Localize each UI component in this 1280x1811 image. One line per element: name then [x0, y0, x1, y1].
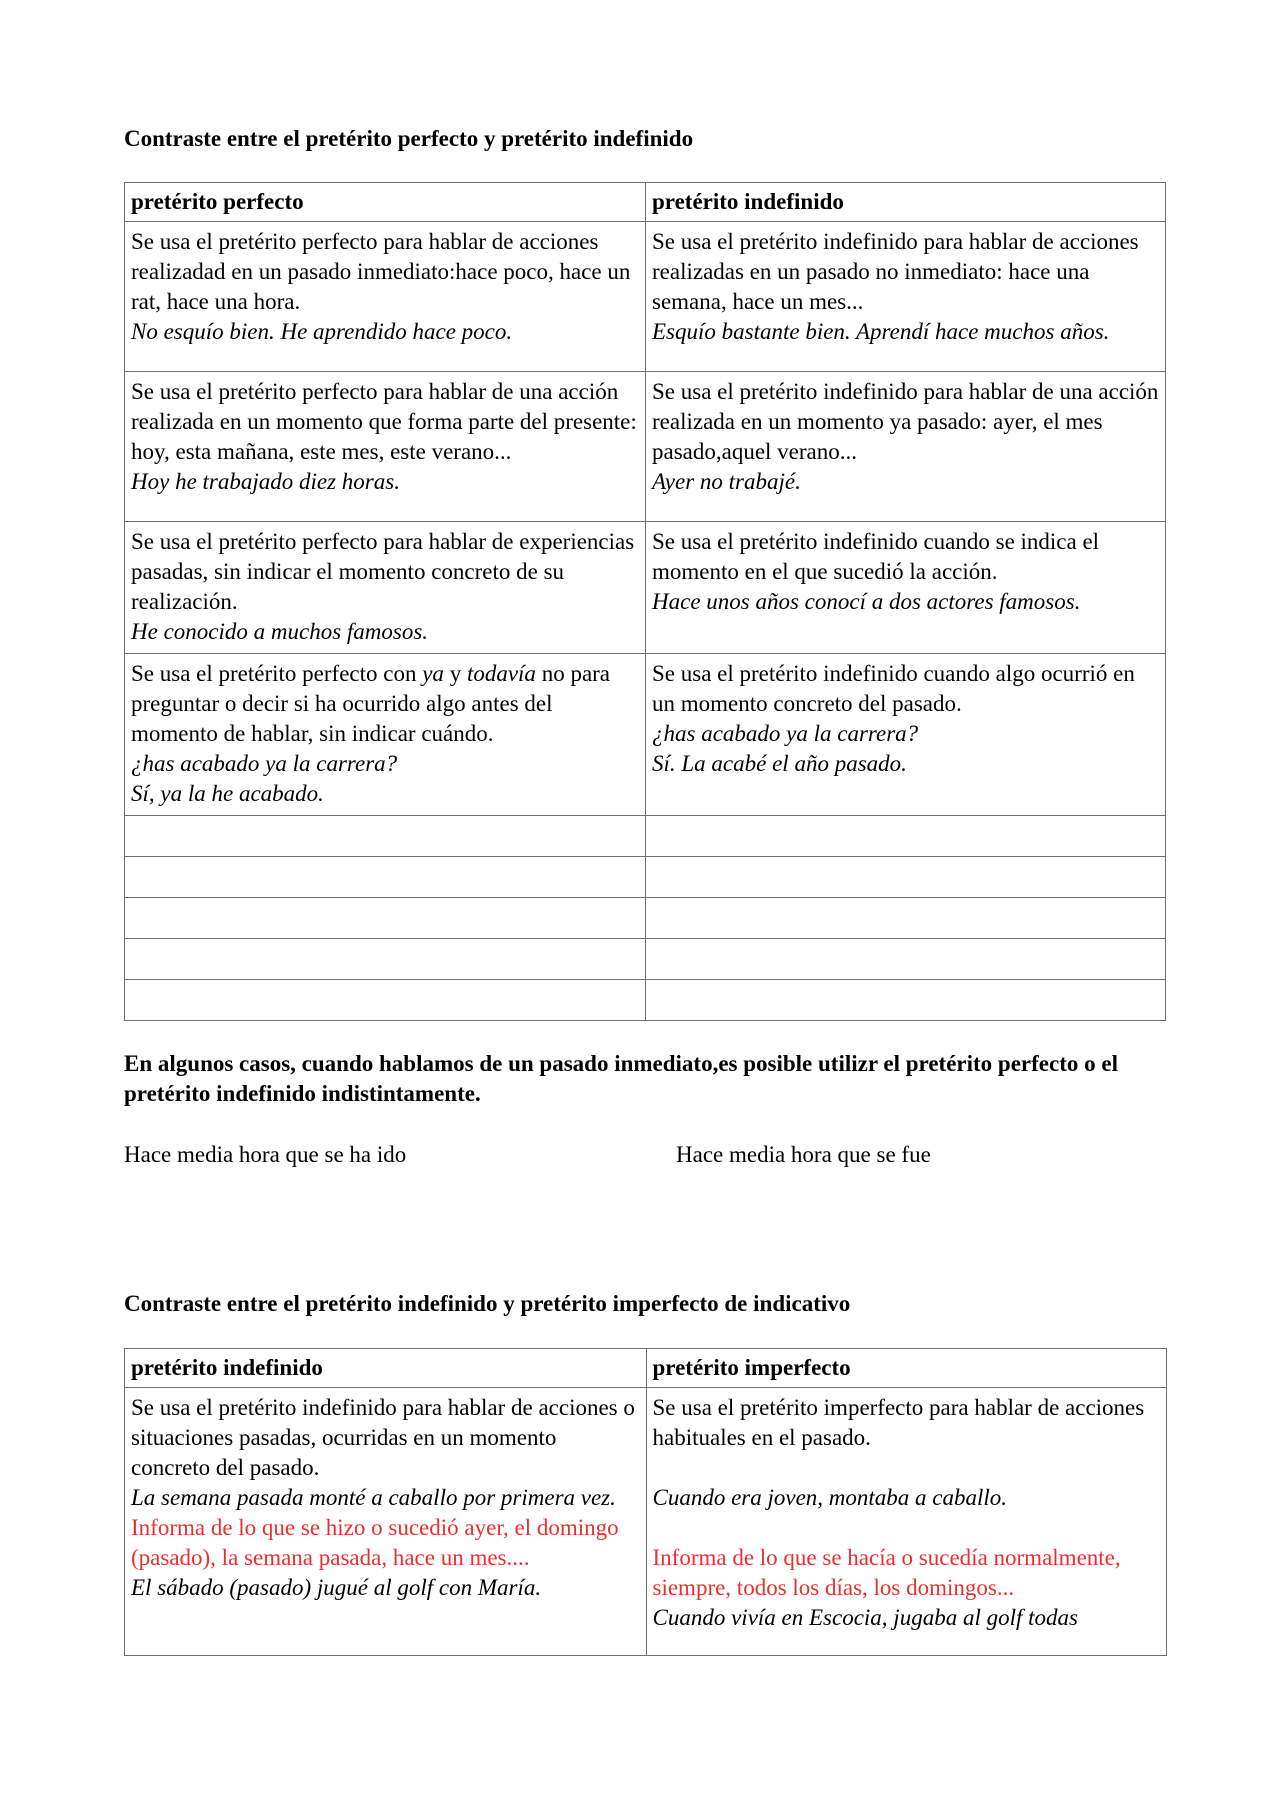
rule-text: Se usa el pretérito indefinido para hablar de acciones o situaciones pasadas, ocurridas en un momento concreto del pasado.: [131, 1395, 635, 1480]
empty-cell: [125, 898, 646, 939]
column-header: pretérito indefinido: [125, 1349, 647, 1388]
example-text: ¿has acabado ya la carrera?: [652, 721, 919, 746]
example-text: Hace unos años conocí a dos actores famosos.: [652, 589, 1081, 614]
empty-cell: [125, 980, 646, 1021]
perfecto-indefinido-table: [124, 182, 1166, 1021]
indefinido-imperfecto-table: [124, 1348, 1167, 1656]
empty-row: [125, 898, 1166, 939]
highlight-text: Informa de lo que se hacía o sucedía normalmente, siempre, todos los días, los domingos...: [652, 1545, 1121, 1600]
example-text: Ayer no trabajé.: [652, 469, 801, 494]
empty-cell: [646, 980, 1166, 1021]
highlight-text: Informa de lo que se hizo o sucedió ayer, el domingo (pasado), la semana pasada, hace un mes....: [131, 1515, 619, 1570]
table-row: [125, 1388, 1167, 1656]
table-row: [125, 522, 1166, 654]
empty-cell: [125, 939, 646, 980]
table-cell: [646, 1388, 1167, 1656]
example-text: Cuando vivía en Escocia, jugaba al golf todas: [652, 1605, 1078, 1630]
rule-text: Se usa el pretérito indefinido para hablar de una acción realizada en un momento ya pasado: ayer, el mes pasado,aquel verano...: [652, 379, 1159, 464]
example-sentence-indefinido: Hace media hora que se fue: [676, 1142, 931, 1167]
example-sentence-perfecto: Hace media hora que se ha ido: [124, 1142, 407, 1167]
table-cell: [125, 222, 646, 372]
table-cell: [646, 522, 1166, 654]
table-header-row: [125, 1349, 1167, 1388]
column-header: pretérito perfecto: [125, 183, 646, 222]
empty-cell: [125, 857, 646, 898]
table-cell: [646, 222, 1166, 372]
empty-cell: [646, 898, 1166, 939]
empty-cell: [646, 816, 1166, 857]
empty-cell: [646, 939, 1166, 980]
table-cell: [646, 654, 1166, 816]
example-text: Sí. La acabé el año pasado.: [652, 751, 907, 776]
empty-cell: [125, 816, 646, 857]
table-row: [125, 222, 1166, 372]
empty-cell: [646, 857, 1166, 898]
rule-text: Se usa el pretérito perfecto con ya y todavía no para preguntar o decir si ha ocurrido algo antes del momento de hablar, sin indicar cuándo.: [131, 661, 611, 746]
table-cell: [125, 522, 646, 654]
example-text: He conocido a muchos famosos.: [131, 619, 429, 644]
example-text: La semana pasada monté a caballo por primera vez.: [131, 1485, 616, 1510]
column-header: pretérito indefinido: [646, 183, 1166, 222]
section1-title: Contraste entre el pretérito perfecto y pretérito indefinido: [124, 126, 694, 151]
example-text: Sí, ya la he acabado.: [131, 781, 324, 806]
example-text: No esquío bien. He aprendido hace poco.: [131, 319, 513, 344]
empty-row: [125, 939, 1166, 980]
rule-text: Se usa el pretérito indefinido cuando algo ocurrió en un momento concreto del pasado.: [652, 661, 1135, 716]
table-cell: [646, 372, 1166, 522]
section2-title: Contraste entre el pretérito indefinido y pretérito imperfecto de indicativo: [124, 1291, 851, 1316]
table-cell: [125, 1388, 647, 1656]
table-row: [125, 372, 1166, 522]
example-text: Esquío bastante bien. Aprendí hace muchos años.: [652, 319, 1110, 344]
empty-row: [125, 816, 1166, 857]
rule-text: Se usa el pretérito indefinido para hablar de acciones realizadas en un pasado no inmediato: hace una semana, hace un mes...: [652, 229, 1139, 314]
rule-text: Se usa el pretérito indefinido cuando se indica el momento en el que sucedió la acción.: [652, 529, 1100, 584]
example-text: Hoy he trabajado diez horas.: [131, 469, 400, 494]
rule-text: Se usa el pretérito imperfecto para hablar de acciones habituales en el pasado.: [652, 1395, 1145, 1450]
table-row: [125, 654, 1166, 816]
keyword-todavia: todavía: [466, 661, 536, 686]
table-header-row: [125, 183, 1166, 222]
example-text: ¿has acabado ya la carrera?: [131, 751, 398, 776]
rule-text: Se usa el pretérito perfecto para hablar de experiencias pasadas, sin indicar el momento concreto de su realización.: [131, 529, 635, 614]
example-text: El sábado (pasado) jugué al golf con María.: [131, 1575, 542, 1600]
table-cell: [125, 654, 646, 816]
keyword-ya: ya: [422, 661, 444, 686]
note-text: En algunos casos, cuando hablamos de un pasado inmediato,es posible utilizr el pretérito perfecto o el pretérito indefinido indistintamente.: [124, 1051, 1118, 1106]
empty-row: [125, 857, 1166, 898]
empty-row: [125, 980, 1166, 1021]
rule-text: Se usa el pretérito perfecto para hablar de acciones realizadad en un pasado inmediato:hace poco, hace un rat, hace una hora.: [131, 229, 631, 314]
example-text: Cuando era joven, montaba a caballo.: [652, 1485, 1008, 1510]
table-cell: [125, 372, 646, 522]
rule-text: Se usa el pretérito perfecto para hablar de una acción realizada en un momento que forma parte del presente: hoy, esta mañana, este mes, este verano...: [131, 379, 637, 464]
column-header: pretérito imperfecto: [646, 1349, 1167, 1388]
